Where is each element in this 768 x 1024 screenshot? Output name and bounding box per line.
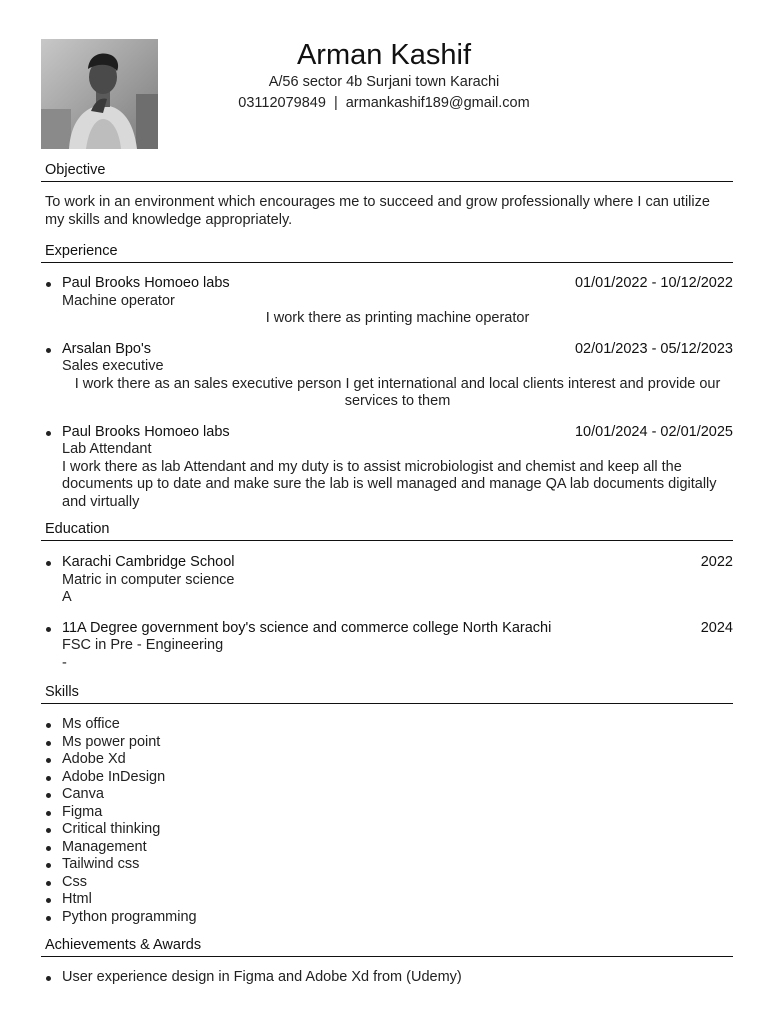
email-link[interactable]: armankashif189@gmail.com [345, 95, 530, 111]
education-degree: FSC in Pre - Engineering [62, 637, 224, 653]
experience-item [41, 275, 733, 328]
experience-date: 01/01/2022 - 10/12/2022 [574, 275, 733, 291]
section-title-experience: Experience [41, 242, 733, 263]
achievement-item: User experience design in Figma and Adobe Xd from (Udemy) [41, 969, 733, 987]
education-year: 2022 [700, 554, 733, 570]
section-title-education: Education [41, 520, 733, 541]
education-grade: A [62, 589, 72, 605]
education-item [41, 554, 733, 607]
objective-text: To work in an environment which encourages me to succeed and grow professionally where I can utilize my skills and knowledge appropriately. [45, 194, 710, 228]
education-year: 2024 [700, 619, 733, 636]
section-title-objective: Objective [41, 161, 733, 182]
phone: 03112079849 [238, 95, 326, 111]
section-title-skills: Skills [41, 683, 733, 704]
contact-separator: | [333, 95, 338, 111]
experience-org: Paul Brooks Homoeo labs [62, 275, 230, 291]
education-school: Karachi Cambridge School [62, 554, 235, 570]
skill-item: Html [41, 891, 733, 909]
experience-org: Arsalan Bpo's [62, 340, 152, 357]
experience-role: Machine operator [62, 292, 175, 309]
skill-item: Adobe Xd [41, 751, 733, 769]
resume-header [0, 38, 768, 114]
skill-item: Ms power point [41, 734, 733, 752]
experience-org: Paul Brooks Homoeo labs [62, 423, 230, 440]
achievements-section [41, 936, 733, 987]
education-item [41, 620, 733, 673]
education-grade: - [62, 654, 67, 671]
candidate-name: Arman Kashif [296, 39, 472, 71]
skill-item: Adobe InDesign [41, 769, 733, 787]
skill-item: Management [41, 839, 733, 857]
address: A/56 sector 4b Surjani town Karachi [268, 74, 500, 90]
skill-item: Critical thinking [41, 821, 733, 839]
education-school: 11A Degree government boy's science and commerce college North Karachi [62, 619, 552, 636]
experience-desc: I work there as lab Attendant and my duty is to assist microbiologist and chemist and keep all the documents up to date and make sure the lab is well managed and manage QA lab documents digitally and virtually [62, 458, 717, 510]
experience-desc: I work there as printing machine operator [265, 310, 530, 326]
section-title-achievements: Achievements & Awards [41, 936, 733, 957]
experience-date: 10/01/2024 - 02/01/2025 [574, 423, 733, 440]
skill-item: Ms office [41, 716, 733, 734]
experience-section [41, 242, 733, 511]
experience-role: Sales executive [62, 358, 164, 374]
education-degree: Matric in computer science [62, 571, 235, 588]
objective-section [41, 161, 733, 229]
skill-item: Tailwind css [41, 856, 733, 874]
skill-item: Python programming [41, 909, 733, 927]
experience-desc: I work there as an sales executive person I get international and local clients interest and provide our services to them [74, 375, 721, 409]
experience-role: Lab Attendant [62, 441, 152, 457]
experience-item [41, 424, 733, 512]
skill-item: Canva [41, 786, 733, 804]
education-section [41, 520, 733, 672]
contact-line [0, 93, 768, 114]
experience-item [41, 341, 733, 411]
experience-date: 02/01/2023 - 05/12/2023 [574, 340, 733, 357]
skill-item: Css [41, 874, 733, 892]
skills-section [41, 683, 733, 926]
skill-item: Figma [41, 804, 733, 822]
